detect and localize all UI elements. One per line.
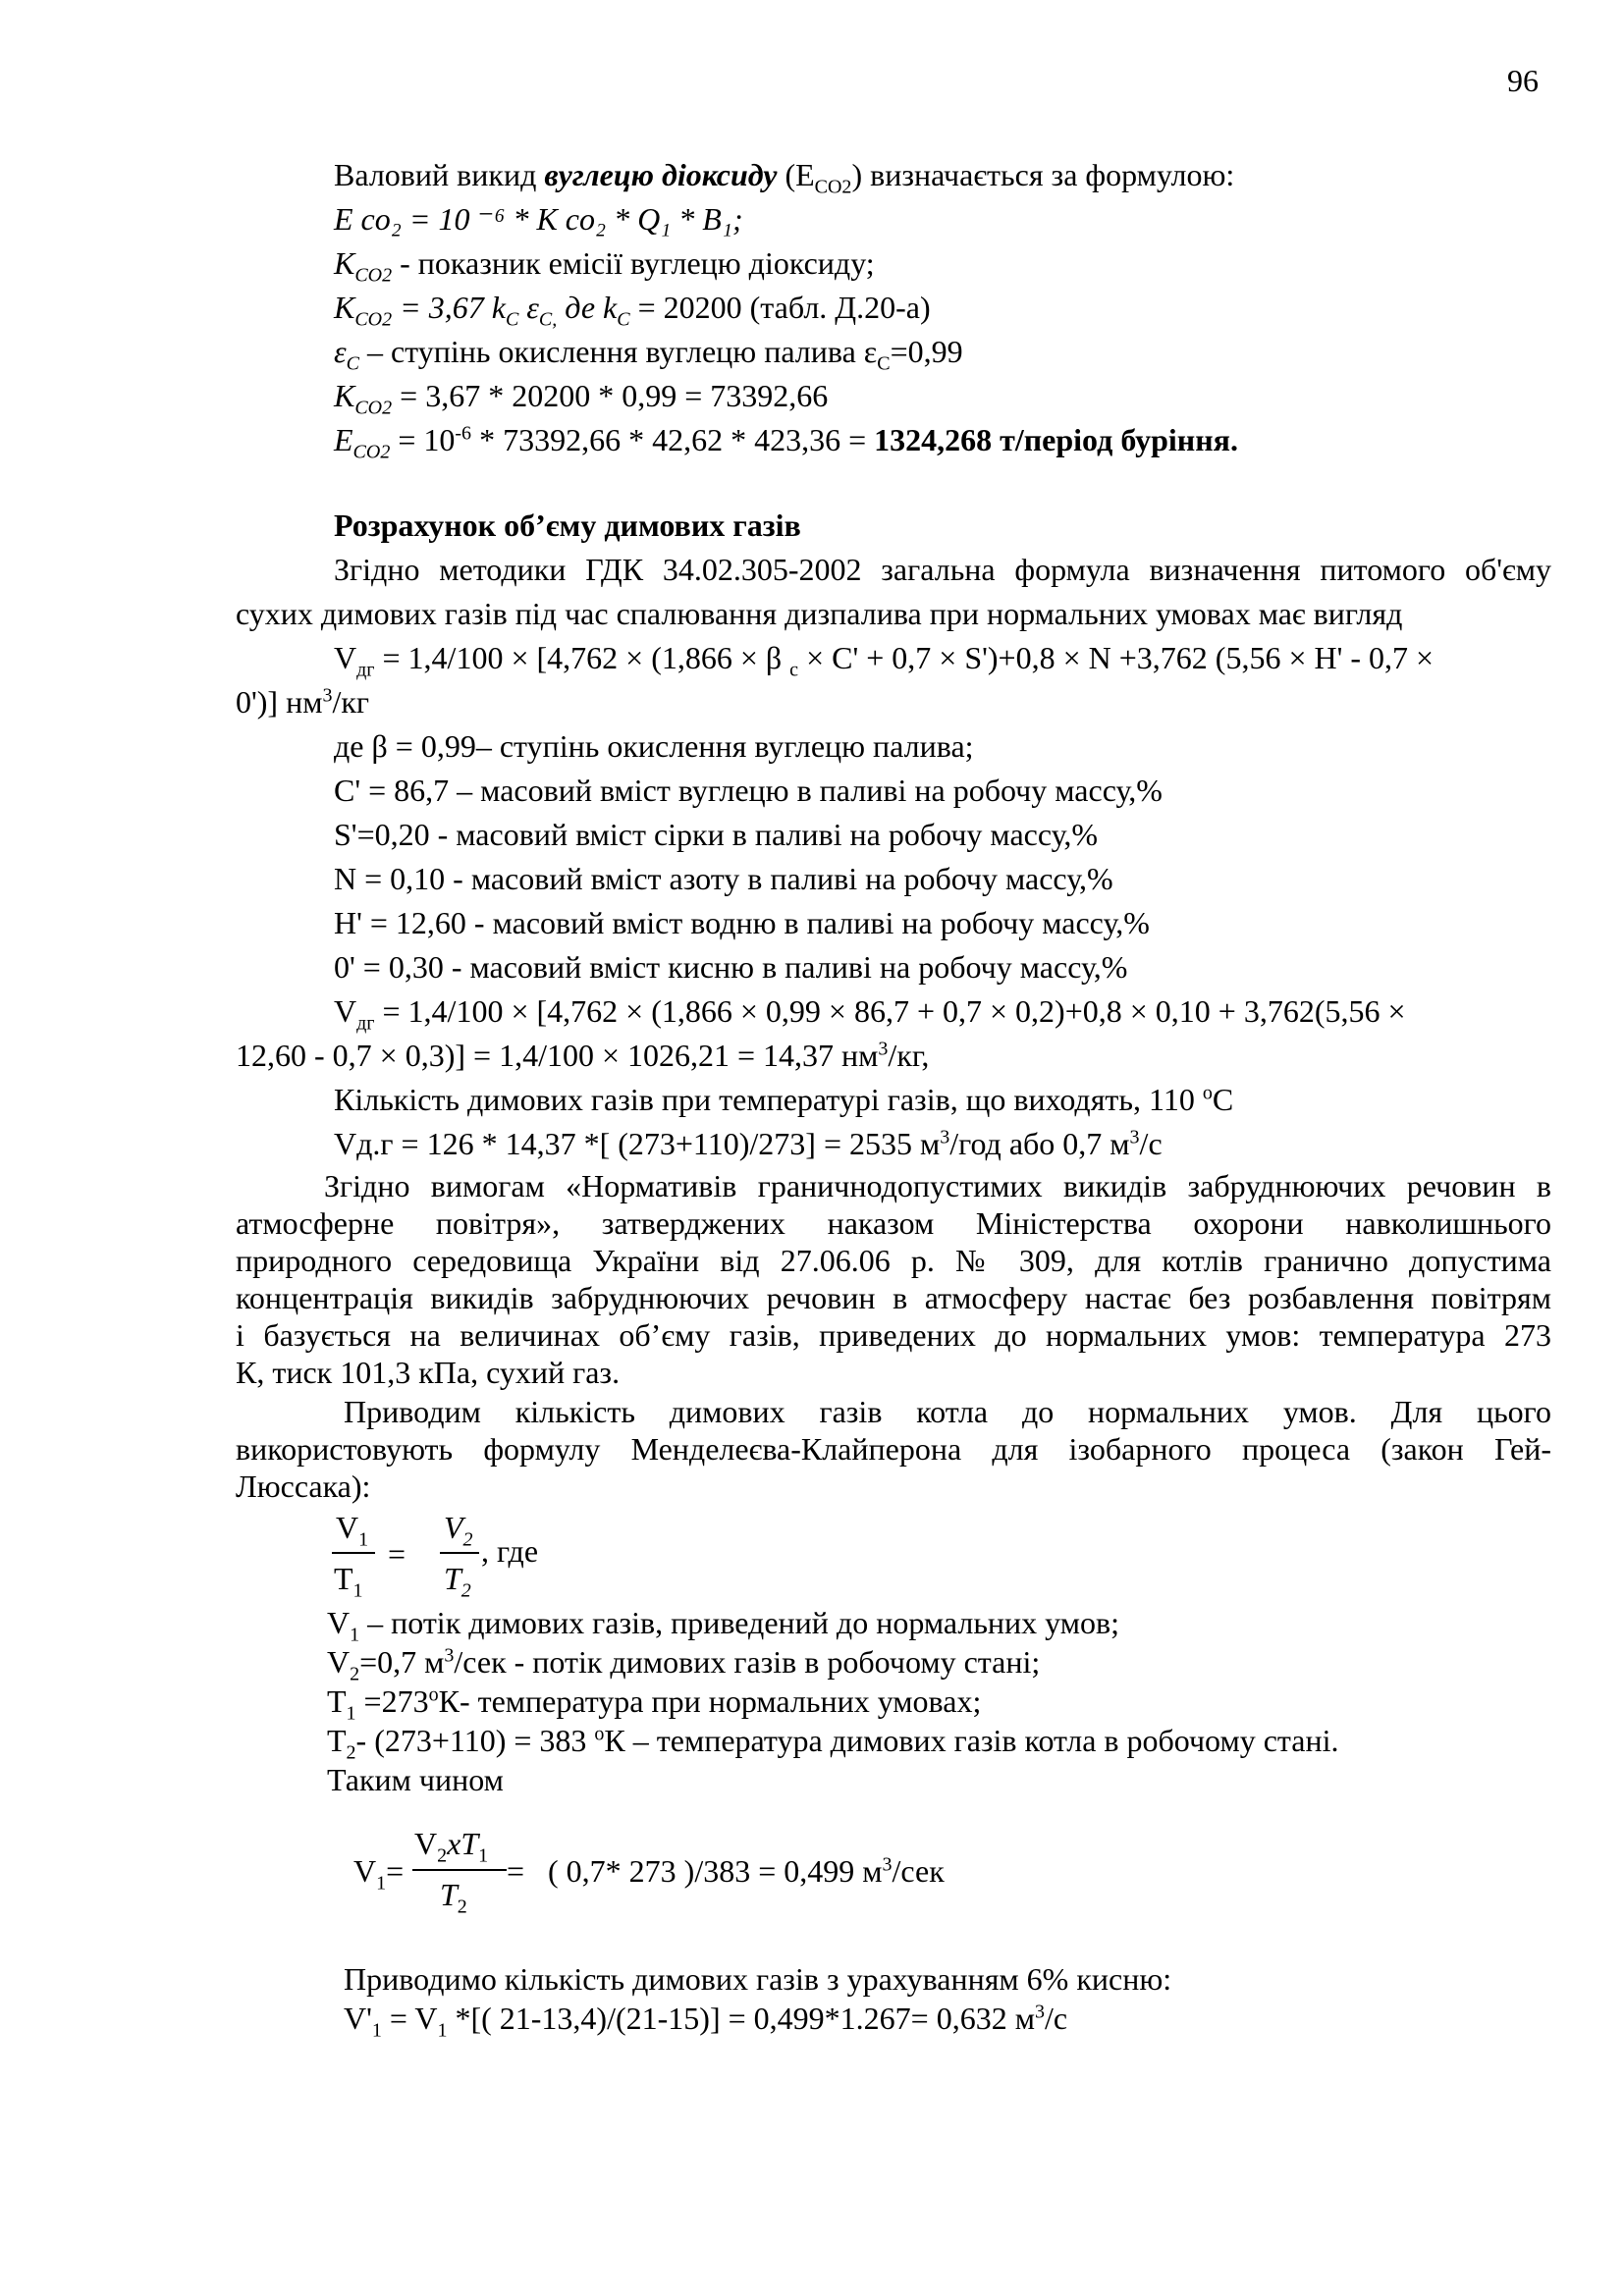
paragraph-line: К, тиск 101,3 кПа, сухий газ. — [236, 1355, 621, 1390]
line-thus: Таким чином — [327, 1762, 504, 1797]
def-t1: $Т_1 =273^оК-$ температура при нормальних умовах; — [327, 1683, 982, 1725]
calc-vdg: $V_{дг} = 1,4/100 \times [4,762 \times (1,866 \times 0,99 \times 86,7 + 0,7 \times 0,2)+0,8 \times 0,10 + 3,762(5,56$ × — [334, 993, 1406, 1035]
paragraph-line: Згідно вимогам «Нормативів граничнодопустимих викидів забруднюючих речовин в — [324, 1168, 1551, 1203]
paragraph-line: використовують формулу Менделеєва-Клайперона для ізобарного процеса (закон Гей- — [236, 1431, 1551, 1467]
calc-v1-corrected: $V'_1 = V_1$ *[( 21-13,4)/(21-15)] = 0,499*1.267= 0,632 $м^3/с$ — [344, 2001, 1068, 2042]
calc-vdg-flow: Vд.г = 126 * 14,37 *[ (273+110)/273] = 2535 $м^3$/год або 0,7 $м^3/с$ — [334, 1126, 1163, 1161]
page-number: 96 — [1507, 63, 1539, 98]
line-gas-temp: Кількість димових газів при температурі газів, що виходять, 110 $^о$С — [334, 1082, 1234, 1117]
paragraph-line: Згідно методики ГДК 34.02.305-2002 загальна формула визначення питомого об'єму — [334, 552, 1551, 587]
line-kco2-def: $K_{CO2}$ - показник емісії вуглецю діоксиду; — [334, 245, 875, 287]
def-sulfur: S'=0,20 - масовий вміст сірки в паливі на робочу массу,% — [334, 817, 1099, 852]
formula-eco2: E co₂ = 10 ⁻⁶ * К co₂ * Q₁ * B₁; — [334, 201, 743, 237]
section-heading: Розрахунок об’єму димових газів — [334, 507, 801, 543]
paragraph-line: Люссака): — [236, 1468, 371, 1504]
paragraph-line: природного середовища України від 27.06.06 р. № 309, для котлів гранично допустима — [236, 1243, 1551, 1278]
formula-vdg-cont: 0')] $нм^3/кг$ — [236, 684, 370, 720]
paragraph-line: концентрація викидів забруднюючих речовин в атмосферу настає без розбавлення повітрям — [236, 1280, 1551, 1315]
line-eco2-result: $E_{CO2} = 10^{-6} * 73392,66 * 42,62 * 423,36 = 1324,268$ т/період буріння. — [334, 422, 1238, 463]
def-hydrogen: H' = 12,60 - масовий вміст водню в паливі на робочу массу,% — [334, 905, 1150, 940]
line-epsilon: $\varepsilon_C$ – ступінь окислення вуглецю палива $\varepsilon_C=0,99$ — [334, 334, 963, 375]
paragraph-line: і базується на величинах об’єму газів, приведених до нормальних умов: температура 273 — [236, 1317, 1551, 1353]
paragraph-line: Приводим кількість димових газів котла до нормальних умов. Для цього — [344, 1394, 1551, 1429]
line-oxygen-correction: Приводимо кількість димових газів з урахуванням 6% кисню: — [344, 1961, 1172, 1997]
line-kco2-formula: $K_{CO2} = 3,67$ $k_C$ $\varepsilon_{C,}$ де $k_C = 20200$ (табл. Д.20-а) — [334, 290, 931, 331]
def-v1: $V_1$ – потік димових газів, приведений до нормальних умов; — [327, 1605, 1119, 1646]
calc-vdg-cont: 12,60 - 0,7 × 0,3)] = 1,4/100 × 1026,21 = 14,37 $нм^3/кг$, — [236, 1038, 930, 1073]
paragraph-line: сухих димових газів під час спалювання дизпалива при нормальних умовах має вигляд — [236, 596, 1403, 631]
line-co2-intro: Валовий викид вуглецю діоксиду $(Е_{CO2})$ визначається за формулою: — [334, 157, 1235, 198]
def-beta: де β = 0,99– ступінь окислення вуглецю палива; — [334, 728, 974, 764]
def-nitrogen: N = 0,10 - масовий вміст азоту в паливі на робочу массу,% — [334, 861, 1113, 896]
def-carbon: C' = 86,7 – масовий вміст вуглецю в паливі на робочу массу,% — [334, 773, 1163, 808]
def-v2: $V_2=0,7$ $м^3$/сек - потік димових газів в робочому стані; — [327, 1644, 1041, 1685]
paragraph-line: атмосферне повітря», затверджених наказом Міністерства охорони навколишнього — [236, 1205, 1551, 1241]
def-t2: $Т_2-$ (273+110) = 383 $^о$К – температура димових газів котла в робочому стані. — [327, 1723, 1339, 1764]
def-oxygen: 0' = 0,30 - масовий вміст кисню в паливі на робочу массу,% — [334, 949, 1128, 985]
formula-vdg: $V_{дг} = 1,4/100 \times [4,762 \times (1,866 \times \beta$ $_c$ × C' + 0,7 × S')+0,8 × N +3,762 (5,56 × H' - 0,7 × — [334, 640, 1435, 681]
line-kco2-value: $K_{CO2} = 3,67 * 20200 * 0,99 = 73392,66$ — [334, 378, 829, 419]
